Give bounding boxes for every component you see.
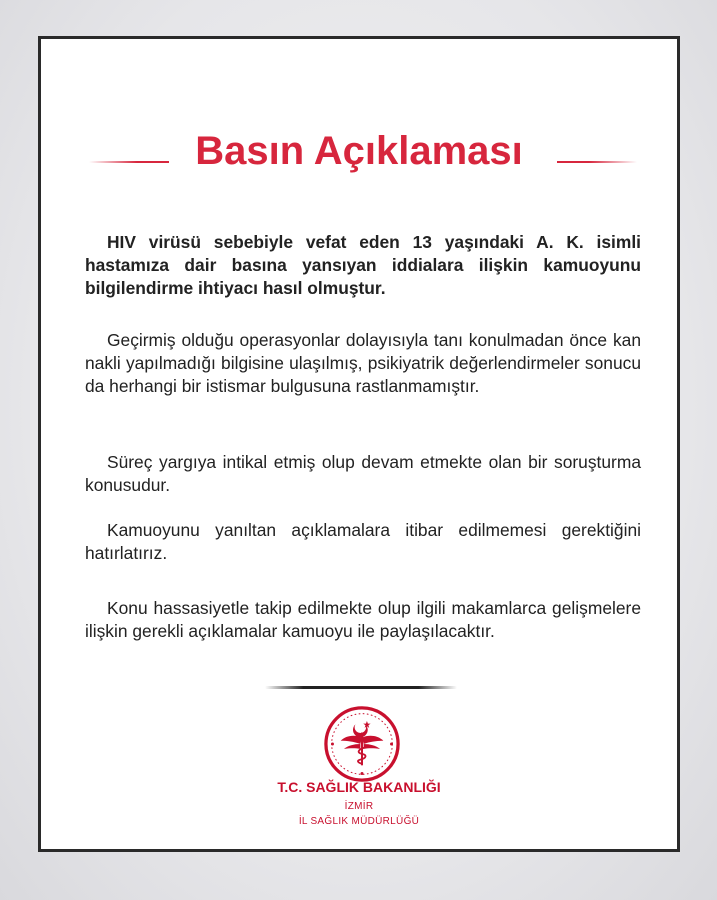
org-unit: İL SAĞLIK MÜDÜRLÜĞÜ <box>298 816 420 827</box>
page-title: Basın Açıklaması <box>195 129 523 173</box>
paragraph-medical-findings: Geçirmiş olduğu operasyonlar dolayısıyla tanı konulmadan önce kan nakli yapılmadığı bilgisine ulaşılmış, psikiyatrik değerlendirmeler sonucu da herhangi bir istismar bulgusuna rastlanmamıştır. <box>85 330 641 396</box>
paragraph-judicial-process: Süreç yargıya intikal etmiş olup devam etmekte olan bir soruşturma konusudur. <box>85 452 641 495</box>
paragraph-follow-up: Konu hassasiyetle takip edilmekte olup ilgili makamlarca gelişmelere ilişkin gerekli açıklamalar kamuoyu ile paylaşılacaktır. <box>85 598 641 641</box>
signature-divider <box>265 686 457 689</box>
org-city: İZMİR <box>344 801 374 812</box>
title-decor-line-right <box>557 161 637 163</box>
paragraph-intro: HIV virüsü sebebiyle vefat eden 13 yaşındaki A. K. isimli hastamıza dair basına yansıyan iddialara ilişkin kamuoyunu bilgilendirme ihtiyacı hasıl olmuştur. <box>85 232 641 298</box>
org-name: T.C. SAĞLIK BAKANLIĞI <box>277 779 441 795</box>
press-release-document <box>38 36 680 852</box>
paragraph-warning: Kamuoyunu yanıltan açıklamalara itibar edilmemesi gerektiğini hatırlatırız. <box>85 520 641 563</box>
title-row <box>41 123 677 183</box>
ministry-of-health-emblem-icon <box>321 703 403 785</box>
